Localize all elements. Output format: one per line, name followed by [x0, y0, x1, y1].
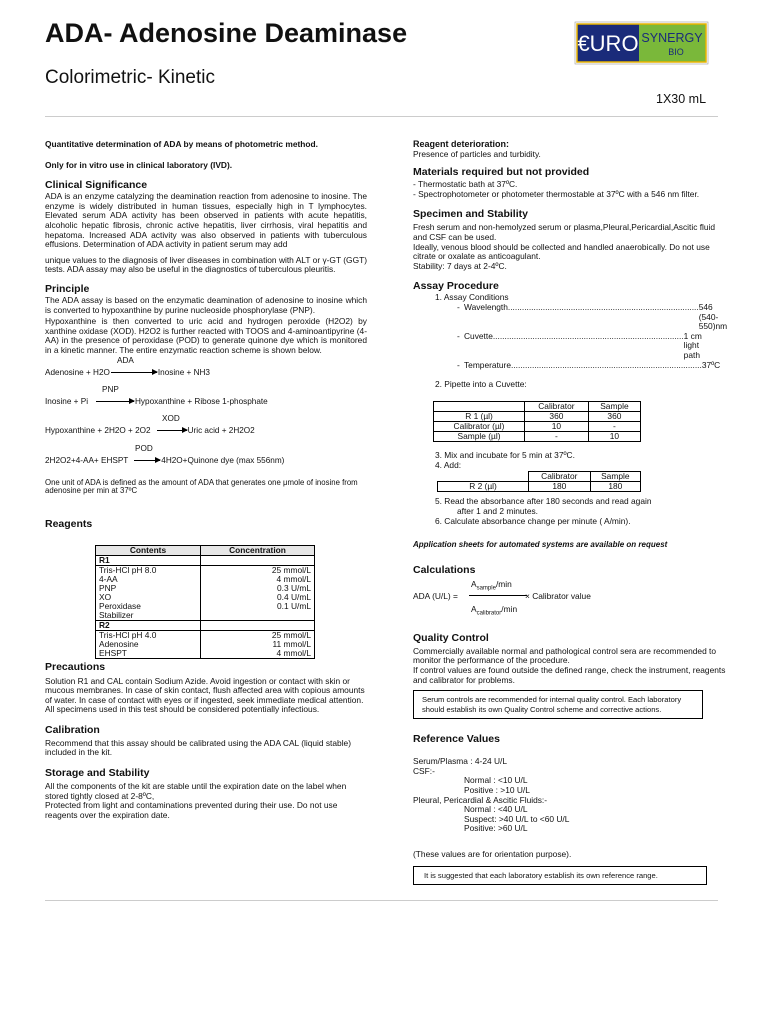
calculation-formula [413, 578, 731, 618]
r1-item: Stabilizer [99, 609, 134, 620]
pipette-table [433, 401, 641, 442]
principle-paragraph-2: Hypoxanthine is then converted to uric acid and hydrogen peroxide (H2O2) by xanthine oxidase (XOD). H2O2 is further reacted with TOOS and 4-aminoantipyrine (4-AA) in the presence of peroxidase (POD) to generate quinone dye which is monitored in a kinetic manner. The entire enzymatic reaction scheme is shown below. [45, 316, 367, 355]
formula-lhs: ADA (U/L) = [413, 590, 458, 601]
reaction-enzyme-pod: POD [135, 443, 153, 453]
r2-value: 25 mmol/L [271, 629, 311, 640]
r1-item: Tris-HCl pH 8.0 [99, 564, 157, 575]
reaction-2-substrate: Inosine + Pi [45, 396, 89, 406]
r1-item: 4-AA [99, 573, 118, 584]
assay-step-6: 6. Calculate absorbance change per minute ( A/min). [435, 515, 631, 526]
clinical-heading: Clinical Significance [45, 179, 148, 192]
precautions-paragraph-1: Solution R1 and CAL contain Sodium Azide. Avoid ingestion or contact with skin or mucous membranes. In case of skin contact, flush affected area with copious amounts of water. In case of contact with eyes or if ingested, seek immediate medical attention. [45, 675, 365, 705]
condition-row: - Cuvette .................................................................................. 1 cm light path [457, 330, 702, 360]
reaction-arrow-icon [111, 372, 157, 373]
reagents-r2-label-row [96, 620, 315, 630]
assay-step-2: 2. Pipette into a Cuvette: [435, 378, 527, 389]
assay-conditions [457, 301, 728, 380]
page-title: ADA- Adenosine Deaminase [45, 18, 408, 48]
reaction-enzyme-ada: ADA [117, 355, 134, 365]
reaction-arrow-icon [157, 430, 187, 431]
reference-heading: Reference Values [413, 733, 500, 746]
page-subtitle: Colorimetric- Kinetic [45, 67, 215, 88]
r2-value: 11 mmol/L [272, 638, 311, 649]
reagents-r2-values [201, 630, 315, 658]
materials-heading: Materials required but not provided [413, 166, 590, 179]
r2-item: Adenosine [99, 638, 139, 649]
quality-paragraph-1: Commercially available normal and pathological control sera are recommended to monitor the performance of the procedure. [413, 645, 717, 666]
reaction-3-product: Uric acid + 2H2O2 [187, 425, 255, 435]
kit-volume: 1X30 mL [656, 92, 707, 106]
formula-rhs: × Calibrator value [525, 590, 591, 601]
condition-row: - Wavelength .................................................................................. 546 (540-550)nm [457, 301, 728, 332]
reference-line: CSF:- [413, 765, 435, 776]
materials-item: - Thermostatic bath at 37ºC. [413, 179, 518, 190]
reaction-scheme [45, 356, 367, 494]
automated-note: Application sheets for automated systems are available on request [413, 540, 668, 550]
principle-heading: Principle [45, 282, 90, 295]
reagents-r1-values [201, 565, 315, 620]
quality-heading: Quality Control [413, 631, 489, 644]
formula-numerator: $A_{sample}/\min$ [471, 578, 512, 592]
add-r2-row: R 2 (µl) 180 180 [438, 482, 641, 492]
r2-item: EHSPT [99, 647, 127, 658]
deterioration-text: Presence of particles and turbidity. [413, 148, 541, 159]
deterioration-heading: Reagent deterioration: [413, 139, 510, 149]
reference-line: Normal : <40 U/L [464, 804, 528, 815]
reagents-r1-label: R1 [96, 555, 201, 565]
specimen-paragraph-2: Ideally, venous blood should be collected and handled anaerobically. Do not use citrate or oxalate as anticoagulant. [413, 241, 710, 262]
reference-line: Positive : >10 U/L [464, 785, 530, 795]
r1-value: 0.1 U/mL [277, 600, 311, 611]
logo-synergy-text: SYNERGY [641, 31, 703, 45]
precautions-paragraph-2: All specimens used in this test should be considered potentially infectious. [45, 704, 320, 715]
assay-step-5-cont: after 1 and 2 minutes. [457, 506, 539, 517]
r2-value: 4 mmol/L [276, 647, 311, 658]
logo-bio-text: BIO [668, 47, 684, 57]
left-column [45, 140, 367, 820]
r1-value: 4 mmol/L [276, 573, 311, 584]
r1-item: Peroxidase [99, 600, 141, 611]
add-r2-col-calibrator: Calibrator [529, 472, 591, 482]
specimen-heading: Specimen and Stability [413, 208, 528, 221]
formula-denominator: $A_{calibrator}/\min$ [471, 603, 518, 617]
reaction-enzyme-xod: XOD [162, 413, 180, 423]
eurosynergy-logo [575, 22, 708, 64]
footer-divider [45, 900, 718, 901]
reference-line: Pleural, Pericardial & Ascitic Fluids:- [413, 794, 548, 805]
assay-step-1: 1. Assay Conditions [435, 292, 509, 303]
reagents-r2-row [96, 630, 315, 658]
reaction-3-substrate: Hypoxanthine + 2H2O + 2O2 [45, 425, 151, 435]
r1-value: 0.3 U/mL [277, 582, 311, 593]
reference-values-list [413, 757, 731, 834]
reagents-r1-row [96, 565, 315, 620]
reference-line: Suspect: >40 U/L to <60 U/L [464, 813, 570, 824]
add-r2-table [437, 471, 641, 492]
unit-definition: One unit of ADA is defined as the amount of ADA that generates one μmole of inosine from adenosine per min at 37ºC [45, 477, 358, 495]
calibration-heading: Calibration [45, 723, 100, 736]
pipette-row: R 1 (µl) 360 360 [434, 412, 641, 422]
materials-item: - Spectrophotometer or photometer thermostable at 37ºC with a 546 nm filter. [413, 188, 700, 199]
condition-row: - Temperature .................................................................................. 37ºC [457, 359, 721, 380]
reference-line: Normal : <10 U/L [464, 775, 528, 786]
precautions-heading: Precautions [45, 660, 106, 673]
reagents-r1-label-row [96, 555, 315, 565]
assay-step-3: 3. Mix and incubate for 5 min at 37ºC. [435, 450, 575, 461]
reference-orientation-note: (These values are for orientation purpose). [413, 848, 572, 859]
pipette-row: Sample (µl) - 10 [434, 432, 641, 442]
calculations-heading: Calculations [413, 563, 476, 576]
calibration-paragraph: Recommend that this assay should be calibrated using the ADA CAL (liquid stable) included in the kit. [45, 737, 352, 758]
storage-heading: Storage and Stability [45, 767, 150, 780]
clinical-paragraph-1: ADA is an enzyme catalyzing the deamination reaction from adenosine to inosine. The enzyme is widely distributed in human tissues, especially high in T lymphocytes. Elevated serum ADA activity has been observed in patients with acute hepatitis, alcoholic hepatic fibrosis, chronic active hepatitis, liver cirrhosis, viral hepatitis and hepatoma. Increased ADA activity was also observed in patients with tuberculous effusions. Determination of ADA activity in patient serum may add [45, 191, 367, 250]
reagents-heading: Reagents [45, 517, 93, 530]
reaction-arrow-icon [134, 460, 160, 461]
reaction-2-product: Hypoxanthine + Ribose 1-phosphate [135, 396, 268, 406]
storage-paragraph-1: All the components of the kit are stable until the expiration date on the label when stored tightly closed at 2-8ºC, [45, 781, 347, 801]
assay-step-5: 5. Read the absorbance after 180 seconds and read again [435, 496, 652, 507]
reaction-arrow-icon [96, 401, 134, 402]
reaction-4-substrate: 2H2O2+4-AA+ EHSPT [45, 455, 129, 465]
intro-ivd: Only for in vitro use in clinical laboratory (IVD). [45, 159, 233, 170]
reaction-row-2 [45, 397, 268, 407]
clinical-paragraph-2: unique values to the diagnosis of liver diseases in combination with ALT or γ-GT (GGT) tests. ADA assay may also be useful in the diagnostics of tuberculous pleuritis. [45, 254, 367, 275]
reagents-col-contents: Contents [96, 545, 201, 555]
pipette-row: Calibrator (µl) 10 - [434, 422, 641, 432]
reagents-r2-label: R2 [96, 620, 201, 630]
reagents-r1-contents [96, 565, 201, 620]
formula-fraction-bar [469, 595, 527, 596]
add-r2-header [438, 472, 641, 482]
reaction-row-1 [45, 368, 210, 378]
intro-quantitative: Quantitative determination of ADA by means of photometric method. [45, 139, 318, 149]
r2-item: Tris-HCl pH 4.0 [99, 629, 157, 640]
r1-value: 25 mmol/L [271, 564, 311, 575]
reaction-enzyme-pnp: PNP [102, 384, 119, 394]
pipette-table-header [434, 402, 641, 412]
quality-note-box: Serum controls are recommended for internal quality control. Each laboratory should establish its own Quality Control scheme and corrective actions. [413, 690, 703, 719]
reagents-col-concentration: Concentration [201, 545, 315, 555]
reference-line: Positive: >60 U/L [464, 823, 528, 834]
r1-value: 0.4 U/mL [277, 591, 311, 602]
specimen-paragraph-1: Fresh serum and non-hemolyzed serum or plasma,Pleural,Pericardial,Ascitic fluid and CSF can be used. [413, 222, 716, 242]
reaction-1-product: Inosine + NH3 [157, 367, 210, 377]
pipette-col-sample: Sample [588, 402, 640, 412]
reagents-table [95, 545, 315, 659]
r1-item: PNP [99, 582, 117, 593]
reagents-table-header [96, 545, 315, 555]
specimen-stability: Stability: 7 days at 2-4ºC. [413, 260, 507, 271]
principle-paragraph-1: The ADA assay is based on the enzymatic deamination of adenosine to inosine which is converted to hypoxanthine by purine nucleoside phosphorylase (PNP). [45, 294, 367, 315]
r1-item: XO [99, 591, 112, 602]
reagents-r2-contents [96, 630, 201, 658]
logo-euro-text: €URO [577, 31, 639, 56]
reaction-4-product: 4H2O+Quinone dye (max 556nm) [161, 455, 285, 465]
storage-paragraph-2: Protected from light and contaminations prevented during their use. Do not use reagents over the expiration date. [45, 800, 338, 820]
pipette-col-calibrator: Calibrator [525, 402, 589, 412]
reference-line: Serum/Plasma : 4-24 U/L [413, 756, 508, 767]
quality-paragraph-2: If control values are found outside the defined range, check the instrument, reagents and calibrator for problems. [413, 665, 726, 685]
assay-step-4: 4. Add: [435, 459, 462, 470]
right-column [413, 140, 731, 885]
reaction-1-substrate: Adenosine + H2O [45, 367, 110, 377]
reference-note-box: It is suggested that each laboratory establish its own reference range. [413, 866, 707, 886]
header-divider [45, 116, 718, 117]
reaction-row-4 [45, 456, 284, 466]
assay-heading: Assay Procedure [413, 280, 499, 293]
reaction-row-3 [45, 426, 255, 436]
add-r2-col-sample: Sample [590, 472, 640, 482]
